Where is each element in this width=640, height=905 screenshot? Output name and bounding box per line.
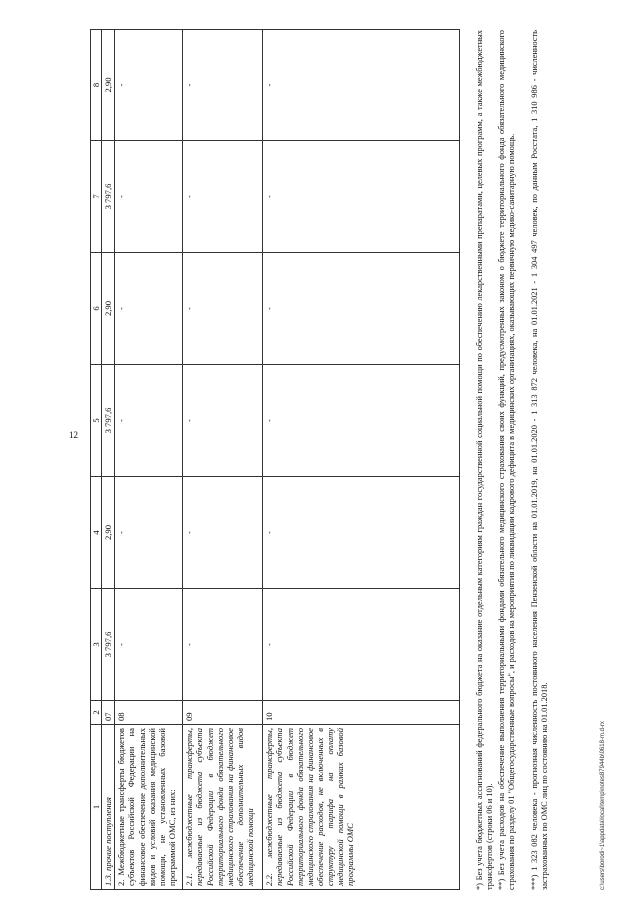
page-number: 12 xyxy=(69,430,78,440)
footnote-3: ***) 1 323 082 человека - прогнозная численность постоянного населения Пензенской области на 01.01.2019, на 01.01.2020 - 1 313 872 человека, на 01.01.2021 - 1 304 497 человек, по данным Росстата, 1 310 986 - численность застрахованных по ОМС лиц по состоянию на 01.01.2018. xyxy=(530,30,550,890)
table-row xyxy=(183,30,263,890)
row-code: 09 xyxy=(183,701,263,725)
cell-value: 2,90 xyxy=(102,253,115,365)
file-path-margin xyxy=(600,660,610,890)
cell-value: - xyxy=(183,365,263,477)
cell-value: - xyxy=(115,253,183,365)
header-cell: 7 xyxy=(91,141,102,253)
table-row xyxy=(102,30,115,890)
cell-value: - xyxy=(115,477,183,589)
cell-value: - xyxy=(115,365,183,477)
header-cell: 8 xyxy=(91,30,102,141)
row-code: 10 xyxy=(263,701,460,725)
cell-value: - xyxy=(263,365,460,477)
cell-value: - xyxy=(183,141,263,253)
file-path-text: c:\users\borodi~1\appdata\local\temp\notes87944b\0618-m.d-rx xyxy=(600,721,606,890)
cell-value: - xyxy=(115,589,183,701)
row-code: 08 xyxy=(115,701,183,725)
rotated-page-content xyxy=(90,0,640,890)
row-description: 1.3. прочие поступления xyxy=(102,725,115,890)
cell-value: - xyxy=(263,477,460,589)
cell-value: - xyxy=(183,30,263,141)
cell-value: - xyxy=(183,589,263,701)
header-cell: 1 xyxy=(91,725,102,890)
cell-value: 3 797,6 xyxy=(102,141,115,253)
cell-value: - xyxy=(115,141,183,253)
table-header-row xyxy=(91,30,102,890)
footnote-1: *) Без учета бюджетных ассигнований федерального бюджета на оказание отдельным категориям граждан государственной социальной помощи по обеспечению лекарственными препаратами, целевых программ, а также межбюджетных трансфертов (строки 06 и 10). xyxy=(475,30,495,890)
row-code: 07 xyxy=(102,701,115,725)
header-cell: 6 xyxy=(91,253,102,365)
row-description: 2.1. межбюджетные трансферты, передаваемые из бюджета субъекта Российской Федерации в бюджет территориального фонда обязательного медицинского страхования на финансовое обеспечение дополнительных видов медицинской помощи xyxy=(183,725,263,890)
cell-value: 3 797,6 xyxy=(102,589,115,701)
header-cell: 4 xyxy=(91,477,102,589)
cell-value: 3 797,6 xyxy=(102,365,115,477)
cell-value: - xyxy=(115,30,183,141)
cell-value: 2,90 xyxy=(102,30,115,141)
cell-value: - xyxy=(263,253,460,365)
cell-value: - xyxy=(263,589,460,701)
header-cell: 5 xyxy=(91,365,102,477)
row-description: 2. Межбюджетные трансферты бюджетов субъектов Российской Федерации на финансовое обеспечение дополнительных видов и условий оказания медицинской помощи, не установленных базовой программой ОМС, из них: xyxy=(115,725,183,890)
finance-table xyxy=(90,29,460,890)
table-row xyxy=(263,30,460,890)
header-cell: 2 xyxy=(91,701,102,725)
header-cell: 3 xyxy=(91,589,102,701)
table-row xyxy=(115,30,183,890)
cell-value: - xyxy=(183,477,263,589)
cell-value: 2,90 xyxy=(102,477,115,589)
cell-value: - xyxy=(183,253,263,365)
cell-value: - xyxy=(263,141,460,253)
footnote-2: **) Без учета расходов на обеспечение выполнения территориальными фондами обязательного медицинского страхования своих функций, предусмотренных законом о бюджете территориального фонда обязательного медицинского страхования по разделу 01 "Общегосударственные вопросы", и расходов на мероприятия по ликвидации кадрового дефицита в медицинских организациях, оказывающих первичную медико-санитарную помощь. xyxy=(497,30,517,890)
row-description: 2.2. межбюджетные трансферты, передаваемые из бюджета субъекта Российской Федерации в бюджет территориального фонда обязательного медицинского страхования на финансовое обеспечение расходов, не включенных в структуру тарифа на оплату медицинской помощи в рамках базовой программы ОМС xyxy=(263,725,460,890)
cell-value: - xyxy=(263,30,460,141)
